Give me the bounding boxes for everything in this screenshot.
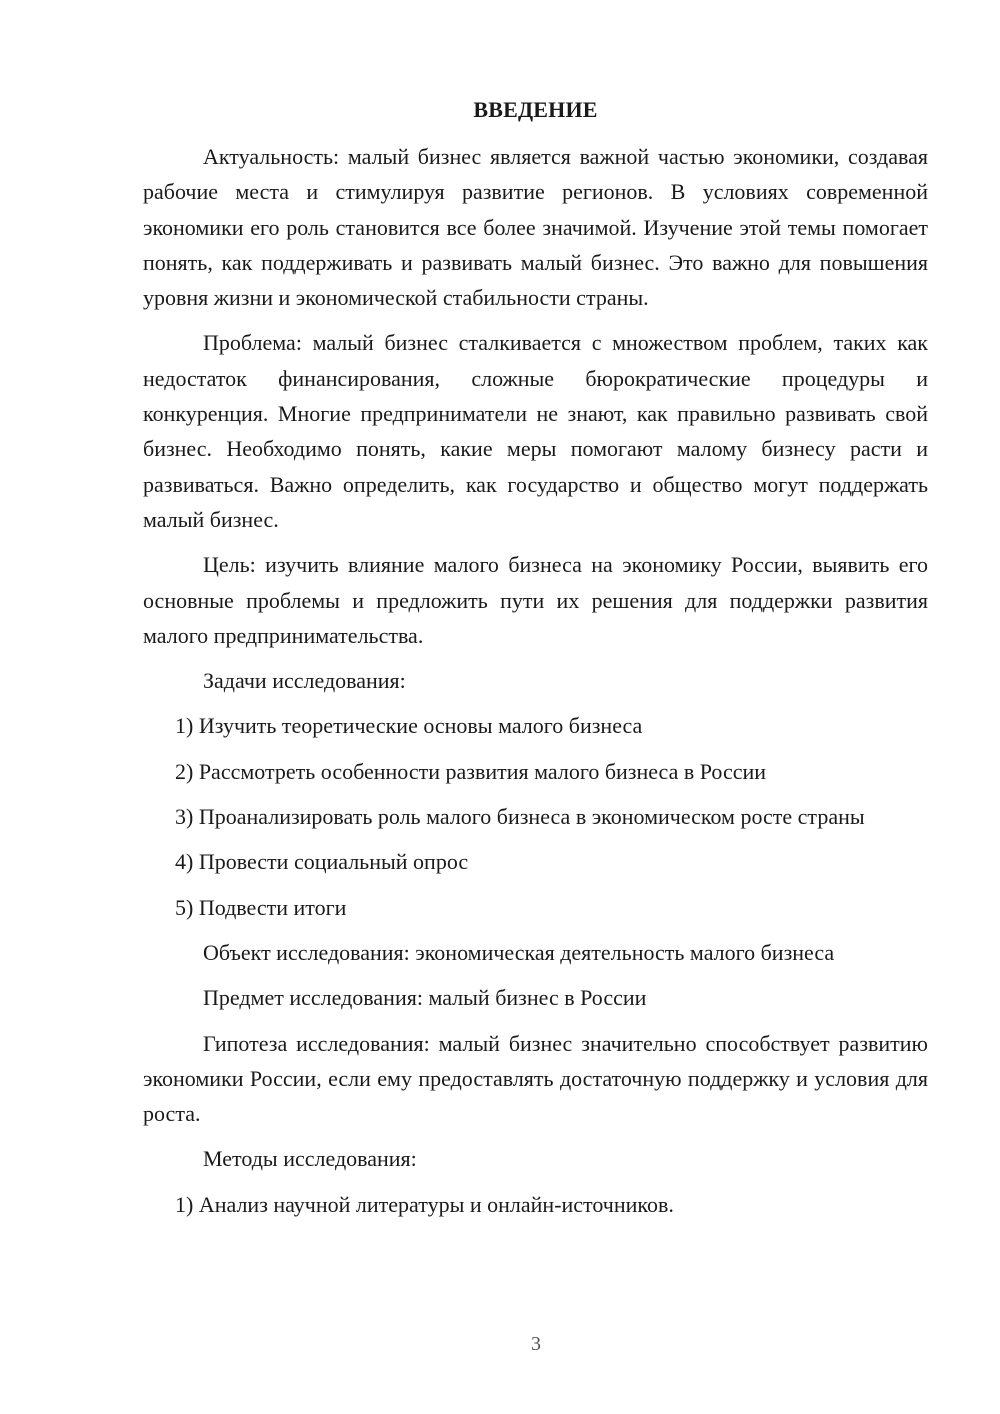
task-item-4: 4) Провести социальный опрос <box>175 849 469 875</box>
task-item-3: 3) Проанализировать роль малого бизнеса в экономическом росте страны <box>175 804 865 830</box>
paragraph-relevance: Актуальность: малый бизнес является важной частью экономики, создавая рабочие места и стимулируя развитие регионов. В условиях современной экономики его роль становится все более значимой. Изучение этой темы помогает понять, как поддерживать и развивать малый бизнес. Это важно для повышения уровня жизни и экономической стабильности страны. <box>143 144 928 311</box>
methods-heading: Методы исследования: <box>203 1146 417 1172</box>
paragraph-problem: Проблема: малый бизнес сталкивается с множеством проблем, таких как недостаток финансирования, сложные бюрократические процедуры и конкуренция. Многие предприниматели не знают, как правильно развивать свой бизнес. Необходимо понять, какие меры помогают малому бизнесу расти и развиваться. Важно определить, как государство и общество могут поддержать малый бизнес. <box>143 330 928 532</box>
tasks-heading: Задачи исследования: <box>203 668 406 694</box>
paragraph-subject: Предмет исследования: малый бизнес в России <box>203 985 647 1011</box>
task-item-5: 5) Подвести итоги <box>175 894 347 920</box>
method-item-1: 1) Анализ научной литературы и онлайн-источников. <box>175 1191 674 1217</box>
paragraph-goal: Цель: изучить влияние малого бизнеса на экономику России, выявить его основные проблемы и предложить пути их решения для поддержки развития малого предпринимательства. <box>143 552 928 648</box>
task-item-1: 1) Изучить теоретические основы малого бизнеса <box>175 713 643 739</box>
paragraph-object: Объект исследования: экономическая деятельность малого бизнеса <box>203 939 835 965</box>
section-heading: ВВЕДЕНИЕ <box>473 97 598 122</box>
paragraph-hypothesis: Гипотеза исследования: малый бизнес значительно способствует развитию экономики России, если ему предоставлять достаточную поддержку и условия для роста. <box>143 1030 928 1127</box>
task-item-2: 2) Рассмотреть особенности развития малого бизнеса в России <box>175 758 767 784</box>
document-page <box>143 92 928 1232</box>
page-number: 3 <box>531 1333 541 1355</box>
